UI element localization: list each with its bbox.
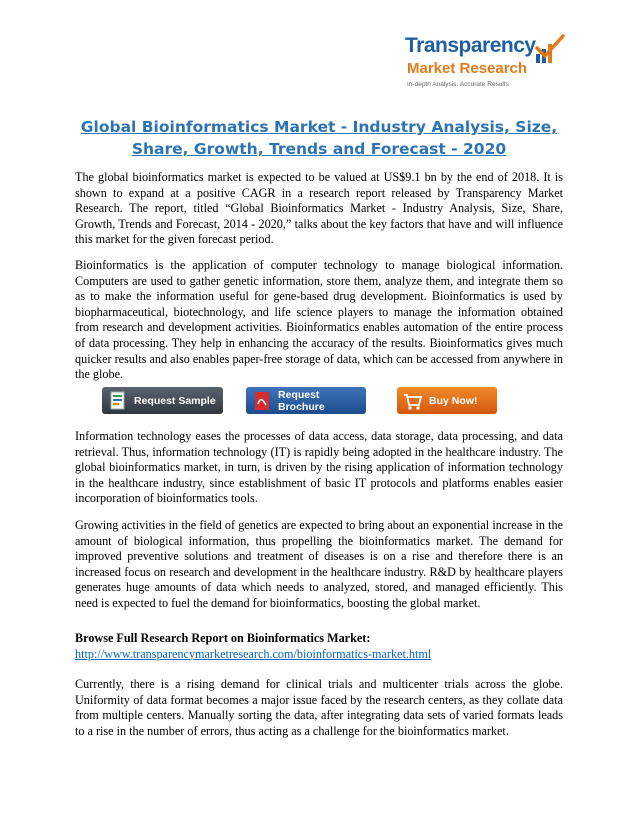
buy-now-label: Buy Now!	[429, 394, 478, 407]
paragraph-definition: Bioinformatics is the application of computer technology to manage biological information. Computers are used to gather genetic information, store them, analyze them, and integrate them so as to make the information useful for gene-based drug development. Bioinformatics is used by biopharmaceutical, biotechnology, and life science players to manage the information obtained from research and development activities. Bioinformatics enables automation of the entire process of data processing. They help in enhancing the accuracy of the results. Bioinformatics gives much quicker results and also enables paper-free storage of data, which can be accessed from anywhere in the globe.	[75, 258, 563, 382]
buy-now-button[interactable]	[397, 387, 497, 414]
report-link[interactable]: http://www.transparencymarketresearch.com/bioinformatics-market.html	[75, 646, 432, 661]
paragraph-it-adoption: Information technology eases the processes of data access, data storage, data processing, and data retrieval. Thus, information technology (IT) is rapidly being adopted in the healthcare industry. The global bioinformatics market, in turn, is driven by the rising application of information technology in the healthcare industry, since establishment of basic IT protocols and platforms enables easier incorporation of bioinformatics tools.	[75, 429, 563, 506]
request-brochure-button[interactable]	[246, 387, 366, 414]
logo-tagline: In-depth Analysis. Accurate Results	[407, 81, 509, 88]
request-brochure-label: Request Brochure	[278, 388, 325, 413]
logo-brand-name: Transparency	[405, 34, 536, 57]
pdf-icon	[252, 390, 272, 412]
browse-report-section	[75, 631, 563, 662]
paragraph-clinical-trials: Currently, there is a rising demand for clinical trials and multicenter trials across the globe. Uniformity of data format becomes a major issue faced by the research centers, as they collate data from multiple centers. Manually sorting the data, after integrating data sets of varied formats leads to a rise in the number of errors, thus acting as a challenge for the bioinformatics market.	[75, 677, 563, 738]
chart-check-icon	[533, 34, 565, 66]
document-icon	[108, 390, 128, 412]
paragraph-genetics: Growing activities in the field of genetics are expected to bring about an exponential increase in the amount of biological information, thus propelling the bioinformatics market. The demand for improved preventive solutions and treatment of diseases is on a rise and therefore there is an increased focus on research and development in the healthcare industry. R&D by healthcare players generates huge amounts of data which needs to analyzed, stored, and managed efficiently. This need is expected to fuel the demand for bioinformatics, boosting the global market.	[75, 518, 563, 610]
request-sample-button[interactable]	[102, 387, 223, 414]
shopping-cart-icon	[403, 390, 423, 412]
paragraph-intro: The global bioinformatics market is expected to be valued at US$9.1 bn by the end of 2018. It is shown to expand at a positive CAGR in a research report released by Transparency Market Research. The report, titled “Global Bioinformatics Market - Industry Analysis, Size, Share, Growth, Trends and Forecast, 2014 - 2020,” talks about the key factors that have and will influence this market for the given forecast period.	[75, 170, 563, 247]
logo-brand-subname: Market Research	[407, 60, 528, 77]
request-sample-label: Request Sample	[134, 394, 216, 407]
company-logo	[405, 34, 565, 96]
browse-heading: Browse Full Research Report on Bioinformatics Market:	[75, 631, 371, 645]
page-title: Global Bioinformatics Market - Industry Analysis, Size, Share, Growth, Trends and Forecast - 2020	[80, 118, 558, 158]
